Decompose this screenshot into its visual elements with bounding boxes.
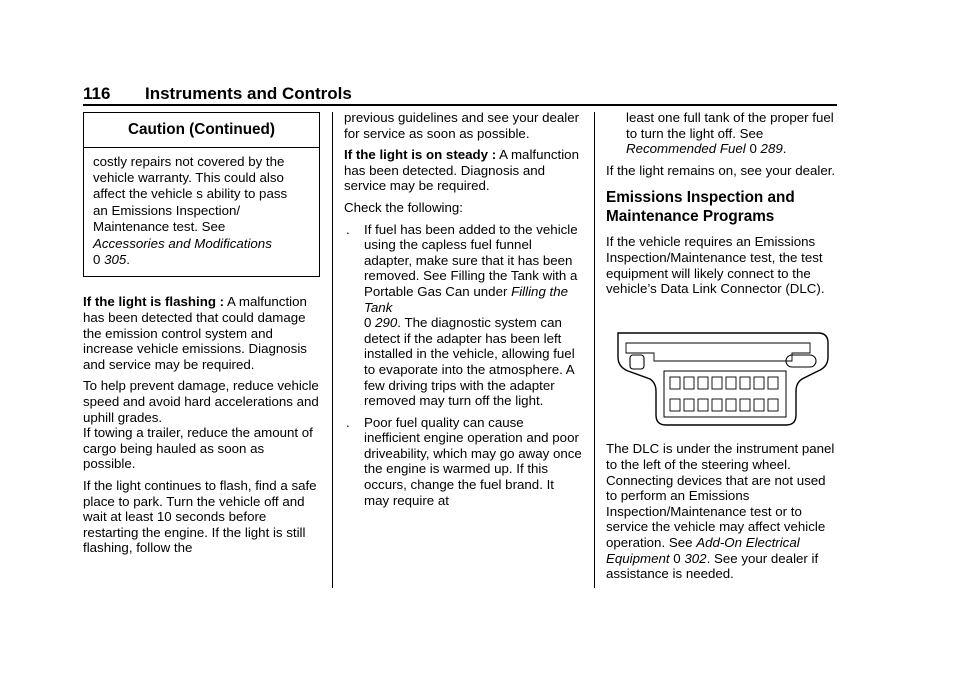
remains-paragraph: If the light remains on, see your dealer. [606,162,836,178]
bullet-continuation: least one full tank of the proper fuel to turn the light off. See Recommended Fuel 0 289. [626,110,834,157]
caution-line: an Emissions Inspection/ [93,202,241,218]
page-ref-302[interactable]: 302 [684,550,707,566]
page-header [83,82,837,106]
page-ref-icon: 0 [364,315,372,331]
caution-line: Maintenance test. See [93,219,226,235]
bullet-marker: . [346,414,350,430]
column-2 [344,110,582,514]
requires-paragraph: If the vehicle requires an Emissions Inspection/Maintenance test, the test equipment will likely connect to the vehicle’s Data Link Connector (DLC). [606,234,825,297]
accessories-link[interactable]: Accessories and Modifications [93,235,272,251]
page-ref-305[interactable]: 305 [104,252,127,268]
bullet-marker: . [346,221,350,237]
page-ref-289[interactable]: 289 [760,141,783,157]
page-ref-icon: 0 [93,252,101,268]
continued-paragraph: previous guidelines and see your dealer for service as soon as possible. [344,110,580,141]
column-1 [83,112,320,562]
dlc-paragraph: The DLC is under the instrument panel to the left of the steering wheel. Connecting devices that are not used to perform an Emissions Inspection/Maintenance test or to service the vehicle may affect vehicle operation. See Add-On Electrical Equipment 0 302. See your dealer if assistance is needed. [606,441,835,582]
flashing-label: If the light is flashing : [83,294,225,310]
recommended-fuel-link[interactable]: Recommended Fuel [626,141,746,157]
prevent-paragraph: To help prevent damage, reduce vehicle speed and avoid hard accelerations and uphill grades. If towing a trailer, reduce the amount of cargo being hauled as soon as possible. [83,378,319,472]
flashing-paragraph: If the light is flashing : A malfunction has been detected that could damage the emission control system and increase vehicle emissions. Diagnosis and service may be required. [83,294,307,372]
caution-box [83,112,320,277]
page-ref-290[interactable]: 290 [375,315,398,331]
dlc-connector-illustration [606,315,840,430]
list-item: . If fuel has been added to the vehicle using the capless fuel funnel adapter, make sure that it has been removed. See Filling the Tank with a Portable Gas Can under Filling the Tank 0 290. The diagnostic system can detect if the adapter has been left installed in the vehicle, allowing fuel to evaporate into the atmosphere. A few driving trips with the adapter removed may turn off the light. [346,221,578,409]
steady-paragraph: If the light is on steady : A malfunction has been detected. Diagnosis and service may be required. [344,147,579,194]
caution-line: affect the vehicle s ability to pass [93,186,288,202]
page-ref-icon: 0 [749,141,757,157]
add-on-equipment-link[interactable]: Add-On Electrical Equipment [606,534,800,566]
list-item: . Poor fuel quality can cause inefficient engine operation and poor driveability, which may go away once the engine is warmed up. If this occurs, change the fuel brand. It may require at [346,414,582,508]
page-ref-icon: 0 [673,550,681,566]
caution-body: costly repairs not covered by the vehicle warranty. This could also affect the vehicle s ability to pass an Emissions Inspection/ Maintenance test. See Accessories and Modifications 0 305. [84,148,319,277]
connector-outline [618,333,828,425]
caution-line: costly repairs not covered by the [93,153,285,169]
caution-title: Caution (Continued) [84,113,319,148]
column-divider [332,112,333,588]
column-3 [606,110,840,588]
check-paragraph: Check the following: [344,199,463,215]
continues-paragraph: If the light continues to flash, find a safe place to park. Turn the vehicle off and wait at least 10 seconds before restarting the engine. If the light is still flashing, follow the [83,477,317,556]
column-divider [594,112,595,588]
emissions-heading: Emissions Inspection and Maintenance Programs [606,189,795,226]
section-title: Instruments and Controls [145,84,352,103]
steady-label: If the light is on steady : [344,147,497,163]
caution-line: vehicle warranty. This could also [93,170,284,185]
filling-tank-link[interactable]: Filling the Tank [364,283,569,315]
page-number: 116 [83,84,111,103]
